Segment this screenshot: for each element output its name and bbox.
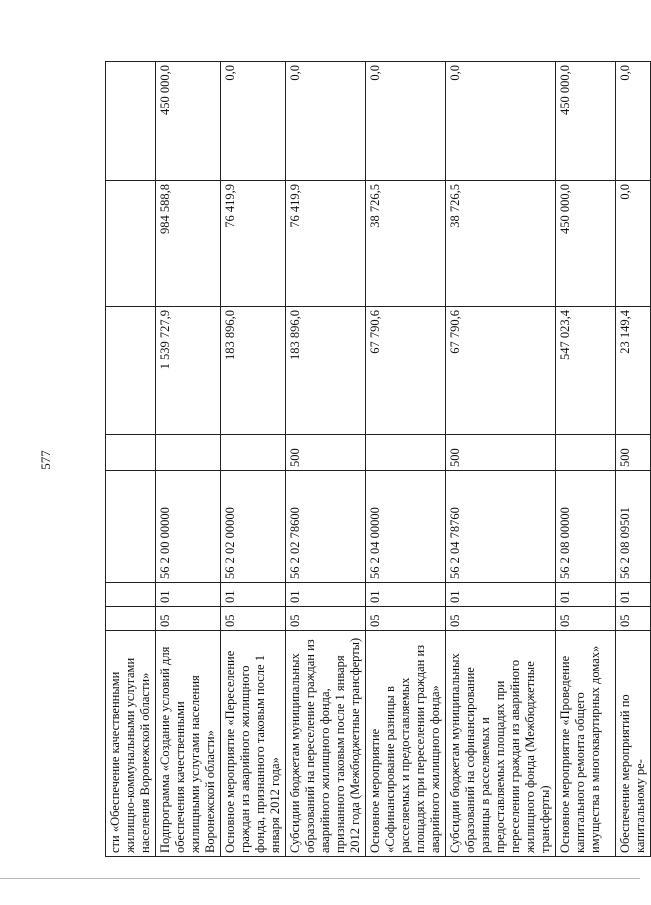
amount-year2-cell: 0,0 (616, 181, 651, 307)
subsection-code-cell: 01 (446, 583, 556, 607)
subsection-code-cell (106, 583, 156, 607)
amount-year2-cell: 38 726,5 (366, 181, 446, 307)
budget-table (105, 61, 651, 857)
amount-year2-cell: 76 419,9 (221, 181, 286, 307)
amount-year2-cell (106, 181, 156, 307)
amount-year1-cell: 23 149,4 (616, 307, 651, 435)
expense-type-cell: 500 (446, 435, 556, 471)
section-code-cell: 05 (616, 607, 651, 631)
row-name-cell: Подпрограмма «Создание условий для обеспечения качественными жилищными услугами населения Воронежской области» (156, 631, 221, 857)
expense-type-cell (221, 435, 286, 471)
amount-year1-cell: 67 790,6 (446, 307, 556, 435)
section-code-cell: 05 (446, 607, 556, 631)
amount-year3-cell: 450 000,0 (156, 62, 221, 181)
table-row (446, 62, 556, 857)
section-code-cell: 05 (366, 607, 446, 631)
table-row (616, 62, 651, 857)
amount-year1-cell: 183 896,0 (221, 307, 286, 435)
table-rotation-frame (105, 62, 647, 857)
row-name-cell: Субсидии бюджетам муниципальных образований на переселение граждан из аварийного жилищного фонда, признанного таковым после 1 января 2012 года (Межбюджетные трансферты) (286, 631, 366, 857)
row-name-cell: Основное мероприятие «Переселение граждан из аварийного жилищного фонда, признанного таковым после 1 января 2012 года» (221, 631, 286, 857)
target-article-cell: 56 2 00 00000 (156, 471, 221, 583)
rotated-table-area (105, 62, 647, 857)
amount-year1-cell: 547 023,4 (556, 307, 616, 435)
section-code-cell (106, 607, 156, 631)
target-article-cell (106, 471, 156, 583)
amount-year1-cell: 67 790,6 (366, 307, 446, 435)
amount-year2-cell: 38 726,5 (446, 181, 556, 307)
table-row (106, 62, 156, 857)
table-row (156, 62, 221, 857)
expense-type-cell (106, 435, 156, 471)
target-article-cell: 56 2 08 00000 (556, 471, 616, 583)
target-article-cell: 56 2 02 78600 (286, 471, 366, 583)
target-article-cell: 56 2 04 00000 (366, 471, 446, 583)
amount-year1-cell: 1 539 727,9 (156, 307, 221, 435)
amount-year1-cell: 183 896,0 (286, 307, 366, 435)
section-code-cell: 05 (156, 607, 221, 631)
target-article-cell: 56 2 02 00000 (221, 471, 286, 583)
expense-type-cell (366, 435, 446, 471)
amount-year3-cell: 0,0 (446, 62, 556, 181)
subsection-code-cell: 01 (286, 583, 366, 607)
amount-year3-cell: 0,0 (286, 62, 366, 181)
amount-year1-cell (106, 307, 156, 435)
amount-year3-cell: 0,0 (221, 62, 286, 181)
table-row (286, 62, 366, 857)
expense-type-cell (556, 435, 616, 471)
target-article-cell: 56 2 04 78760 (446, 471, 556, 583)
subsection-code-cell: 01 (556, 583, 616, 607)
expense-type-cell: 500 (286, 435, 366, 471)
row-name-cell: Основное мероприятие «Проведение капитального ремонта общего имущества в многоквартирных домах» (556, 631, 616, 857)
amount-year3-cell: 450 000,0 (556, 62, 616, 181)
subsection-code-cell: 01 (616, 583, 651, 607)
section-code-cell: 05 (556, 607, 616, 631)
page-bottom-rule (0, 878, 640, 879)
amount-year2-cell: 76 419,9 (286, 181, 366, 307)
amount-year3-cell: 0,0 (366, 62, 446, 181)
subsection-code-cell: 01 (156, 583, 221, 607)
page-number: 577 (37, 450, 53, 470)
section-code-cell: 05 (221, 607, 286, 631)
table-row (366, 62, 446, 857)
amount-year2-cell: 450 000,0 (556, 181, 616, 307)
amount-year3-cell (106, 62, 156, 181)
section-code-cell: 05 (286, 607, 366, 631)
subsection-code-cell: 01 (366, 583, 446, 607)
amount-year2-cell: 984 588,8 (156, 181, 221, 307)
table-row (221, 62, 286, 857)
row-name-cell: Основное мероприятие «Софинансирование разницы в расселяемых и предоставляемых площадях при переселении граждан из аварийного жилищного фонда» (366, 631, 446, 857)
amount-year3-cell: 0,0 (616, 62, 651, 181)
row-name-cell: сти «Обеспечение качественными жилищно-коммунальными услугами населения Воронежской области» (106, 631, 156, 857)
target-article-cell: 56 2 08 09501 (616, 471, 651, 583)
row-name-cell: Обеспечение мероприятий по капитальному ре- (616, 631, 651, 857)
row-name-cell: Субсидии бюджетам муниципальных образований на софинансирование разницы в расселяемых и предоставляемых площадях при переселении граждан из аварийного жилищного фонда (Межбюджетные трансферты) (446, 631, 556, 857)
table-row (556, 62, 616, 857)
expense-type-cell (156, 435, 221, 471)
expense-type-cell: 500 (616, 435, 651, 471)
subsection-code-cell: 01 (221, 583, 286, 607)
